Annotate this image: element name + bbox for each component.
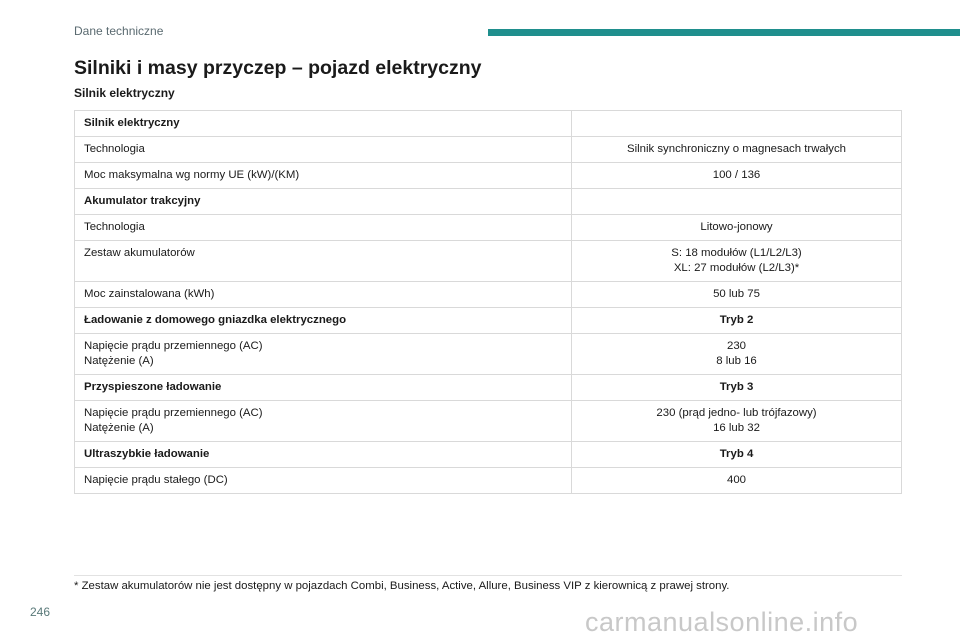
row-label [75,111,572,137]
subtitle: Silnik elektryczny [74,86,175,100]
row-value [572,282,902,308]
value-line: 100 / 136 [712,169,761,181]
label-line: Natężenie (A) [84,355,154,367]
label-line: Moc zainstalowana (kWh) [84,288,215,300]
row-label [75,308,572,334]
table-row [75,442,902,468]
row-value [572,308,902,334]
row-label [75,334,572,375]
spec-table-body [75,111,902,494]
table-row [75,189,902,215]
value-line: 50 lub 75 [713,288,760,300]
label-line: Ultraszybkie ładowanie [84,448,210,460]
value-line: 400 [726,474,746,486]
row-value [572,375,902,401]
label-line: Silnik elektryczny [84,117,180,129]
row-label [75,401,572,442]
label-line: Moc maksymalna wg normy UE (kW)/(KM) [84,169,300,181]
table-row [75,375,902,401]
value-line: XL: 27 modułów (L2/L3)* [673,262,800,274]
value-line: 16 lub 32 [713,422,760,434]
row-label [75,163,572,189]
row-value [572,401,902,442]
row-value [572,334,902,375]
table-row [75,282,902,308]
watermark: carmanualsonline.info [585,607,859,637]
label-line: Ładowanie z domowego gniazdka elektrycznego [84,314,347,326]
value-line: Silnik synchroniczny o magnesach trwałych [626,143,847,155]
row-value [572,189,902,215]
row-value [572,111,902,137]
table-row [75,111,902,137]
label-line: Technologia [84,143,145,155]
table-row [75,401,902,442]
value-line: 230 [726,340,746,352]
table-row [75,468,902,494]
page-number: 246 [30,605,51,619]
table-row [75,163,902,189]
label-line: Przyspieszone ładowanie [84,381,222,393]
table-row [75,241,902,282]
section-accent-bar [488,29,960,36]
label-line: Napięcie prądu przemiennego (AC) [84,407,263,419]
value-line: Litowo-jonowy [700,221,773,233]
row-value [572,215,902,241]
table-row [75,308,902,334]
row-label [75,375,572,401]
table-row [75,215,902,241]
label-line: Napięcie prądu przemiennego (AC) [84,340,263,352]
row-label [75,282,572,308]
row-label [75,241,572,282]
row-value [572,468,902,494]
value-line: Tryb 2 [719,314,754,326]
label-line: Zestaw akumulatorów [84,247,195,259]
spec-table [74,110,902,494]
label-line: Akumulator trakcyjny [84,195,201,207]
page-title: Silniki i masy przyczep – pojazd elektryczny [74,57,482,79]
table-row [75,137,902,163]
label-line: Napięcie prądu stałego (DC) [84,474,228,486]
value-line: S: 18 modułów (L1/L2/L3) [671,247,802,259]
label-line: Technologia [84,221,145,233]
row-value [572,241,902,282]
row-value [572,442,902,468]
value-line: Tryb 3 [719,381,754,393]
footnote: * Zestaw akumulatorów nie jest dostępny w pojazdach Combi, Business, Active, Allure, Business VIP z kierownicą z prawej strony. [74,580,730,592]
label-line: Natężenie (A) [84,422,154,434]
value-line: Tryb 4 [719,448,754,460]
row-label [75,215,572,241]
footnote-divider [74,575,902,576]
value-line: 8 lub 16 [716,355,757,367]
row-value [572,163,902,189]
row-label [75,137,572,163]
row-label [75,442,572,468]
row-value [572,137,902,163]
section-label: Dane techniczne [74,24,164,38]
row-label [75,189,572,215]
value-line: 230 (prąd jedno- lub trójfazowy) [656,407,817,419]
table-row [75,334,902,375]
row-label [75,468,572,494]
